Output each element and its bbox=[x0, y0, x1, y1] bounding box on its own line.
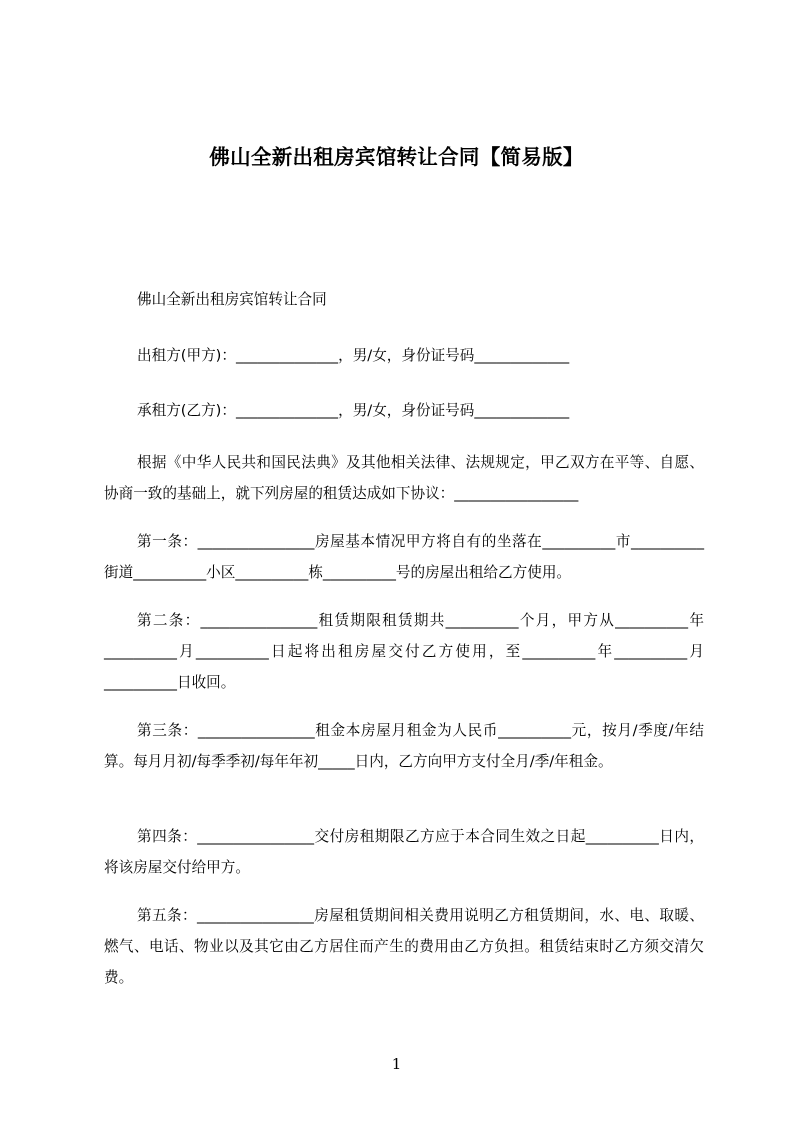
party-a-line: 出租方(甲方)：______________，男/女，身份证号码_____________ bbox=[137, 347, 570, 364]
article-4: 第四条：________________交付房租期限乙方应于本合同生效之日起__________日内，将该房屋交付给甲方。 bbox=[104, 828, 704, 876]
page-number: 1 bbox=[391, 1055, 402, 1073]
article-2: 第二条：________________租赁期限租赁期共__________个月，甲方从__________年__________月__________日起将出租房屋交付乙方使用，至__________年__________月__________日收回。 bbox=[104, 612, 704, 691]
party-b-line: 承租方(乙方)：______________，男/女，身份证号码_____________ bbox=[137, 402, 570, 419]
article-5: 第五条：________________房屋租赁期间相关费用说明乙方租赁期间，水、电、取暖、燃气、电话、物业以及其它由乙方居住而产生的费用由乙方负担。租赁结束时乙方须交清欠费。 bbox=[104, 907, 704, 986]
document-title: 佛山全新出租房宾馆转让合同【简易版】 bbox=[209, 145, 584, 169]
article-1: 第一条：________________房屋基本情况甲方将自有的坐落在__________市__________街道__________小区__________栋__________号的房屋出租给乙方使用。 bbox=[104, 533, 704, 581]
contract-subtitle: 佛山全新出租房宾馆转让合同 bbox=[137, 291, 327, 308]
preamble-paragraph: 根据《中华人民共和国民法典》及其他相关法律、法规规定，甲乙双方在平等、自愿、协商一致的基础上，就下列房屋的租赁达成如下协议：_________________ bbox=[104, 454, 704, 502]
article-3: 第三条：________________租金本房屋月租金为人民币__________元，按月/季度/年结算。每月月初/每季季初/每年年初_____日内，乙方向甲方支付全月/季/年租金。 bbox=[104, 722, 704, 770]
